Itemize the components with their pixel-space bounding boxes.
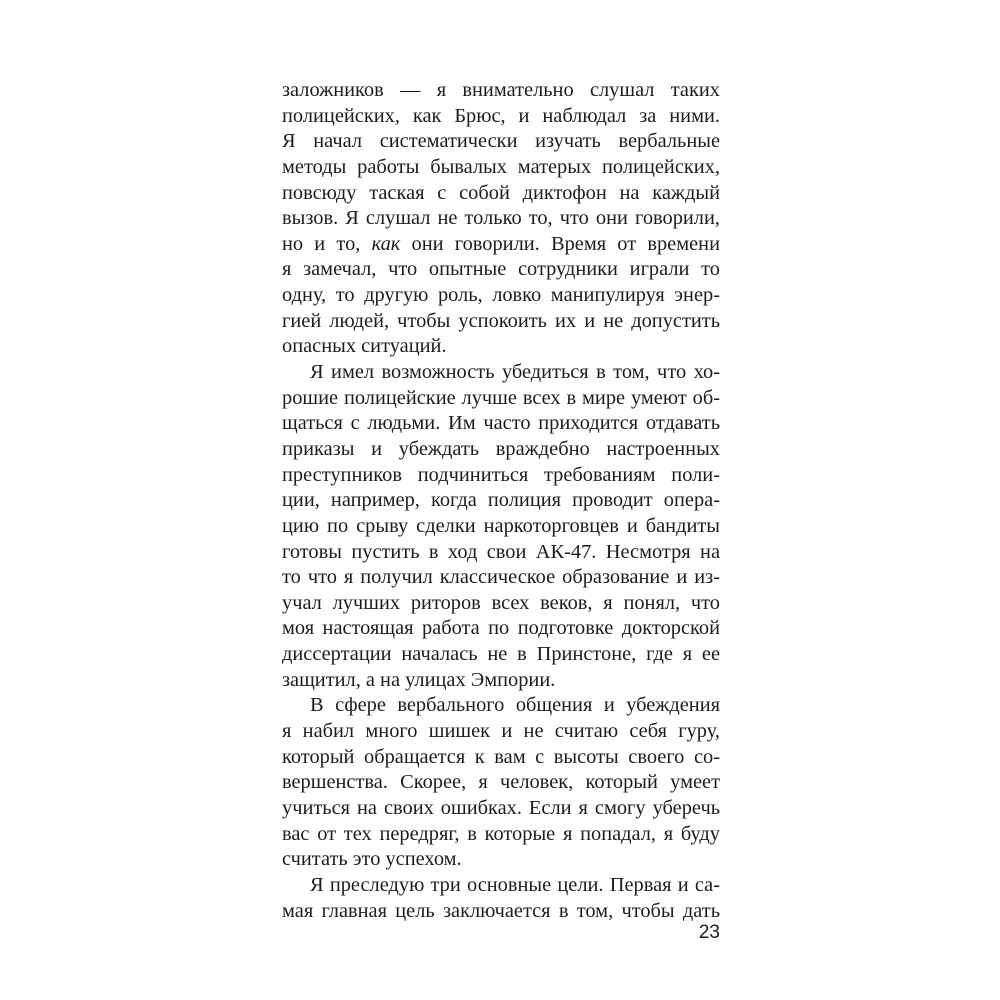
text-segment: я набил много шишек и не считаю себя гуру,	[282, 720, 720, 743]
paragraph	[282, 693, 720, 872]
text-segment: учал лучших риторов всех веков, я понял, что	[282, 591, 720, 614]
text-segment: заложников — я внимательно слушал таких	[282, 79, 720, 101]
text-segment: методы работы бывалых матерых полицейских,	[282, 155, 720, 178]
body-text	[282, 78, 720, 924]
text-line	[282, 899, 720, 925]
text-line	[282, 488, 720, 514]
text-line	[282, 719, 720, 745]
text-line	[282, 591, 720, 617]
text-line	[282, 411, 720, 437]
text-line	[282, 334, 720, 360]
text-segment: но и то,	[282, 232, 372, 255]
text-line	[282, 155, 720, 181]
text-segment: вызов. Я слушал не только то, что они говорили,	[282, 207, 720, 230]
text-segment: приказы и убеждать враждебно настроенных	[282, 437, 720, 460]
text-line	[282, 514, 720, 540]
text-line	[282, 540, 720, 566]
text-segment: мая главная цель заключается в том, чтобы дать	[282, 899, 720, 922]
text-segment: вершенства. Скорее, я человек, который умеет	[282, 771, 720, 794]
text-line	[282, 104, 720, 130]
text-segment: Я преследую три основные цели. Первая и са-	[310, 873, 720, 896]
text-line	[282, 437, 720, 463]
text-line	[282, 232, 720, 258]
text-segment: который обращается к вам с высоты своего со-	[282, 745, 720, 768]
text-line	[282, 565, 720, 591]
text-line	[282, 822, 720, 848]
text-segment: Я начал систематически изучать вербальные	[282, 130, 720, 153]
emphasis: как	[371, 232, 401, 255]
text-line	[282, 745, 720, 771]
text-line	[282, 386, 720, 412]
text-line	[282, 796, 720, 822]
text-line	[282, 129, 720, 155]
text-line	[282, 78, 720, 104]
text-line	[282, 206, 720, 232]
text-segment: считать это успехом.	[282, 848, 462, 871]
text-segment: я замечал, что опытные сотрудники играли то	[282, 258, 720, 281]
text-segment: гией людей, чтобы успокоить их и не допустить	[282, 309, 720, 332]
text-line	[282, 693, 720, 719]
text-line	[282, 309, 720, 335]
text-segment: диссертации началась не в Принстоне, где я ее	[282, 643, 720, 666]
text-segment: цию по срыву сделки наркоторговцев и бандиты	[282, 514, 720, 537]
text-line	[282, 770, 720, 796]
text-segment: то что я получил классическое образование и из-	[282, 566, 720, 589]
text-line	[282, 616, 720, 642]
text-line	[282, 873, 720, 899]
text-line	[282, 847, 720, 873]
text-segment: ции, например, когда полиция проводит опера-	[282, 489, 720, 512]
text-line	[282, 360, 720, 386]
page-number: 23	[698, 922, 720, 943]
text-segment: преступников подчиниться требованиям поли-	[282, 463, 720, 486]
text-segment: готовы пустить в ход свои АК-47. Несмотря на	[282, 540, 720, 563]
text-line	[282, 181, 720, 207]
text-line	[282, 257, 720, 283]
paragraph	[282, 873, 720, 924]
paragraph	[282, 360, 720, 693]
text-line	[282, 463, 720, 489]
text-segment: защитил, а на улицах Эмпории.	[282, 668, 556, 691]
text-line	[282, 283, 720, 309]
text-segment: моя настоящая работа по подготовке докторской	[282, 617, 720, 640]
paragraph	[282, 78, 720, 360]
text-segment: опасных ситуаций.	[282, 335, 447, 358]
text-segment: полицейских, как Брюс, и наблюдал за ними.	[282, 104, 720, 127]
text-line	[282, 668, 720, 694]
text-segment: повсюду таская с собой диктофон на каждый	[282, 181, 720, 204]
text-line	[282, 642, 720, 668]
text-segment: одну, то другую роль, ловко манипулируя энер-	[282, 284, 720, 307]
text-segment: щаться с людьми. Им часто приходится отдавать	[282, 412, 720, 435]
text-segment: они говорили. Время от времени	[400, 232, 720, 255]
text-segment: Я имел возможность убедиться в том, что хо-	[310, 361, 720, 384]
text-segment: В сфере вербального общения и убеждения	[310, 694, 720, 717]
text-segment: учиться на своих ошибках. Если я смогу уберечь	[282, 796, 720, 819]
text-segment: рошие полицейские лучше всех в мире умеют об-	[282, 386, 720, 409]
text-segment: вас от тех передряг, в которые я попадал, я буду	[282, 822, 720, 845]
